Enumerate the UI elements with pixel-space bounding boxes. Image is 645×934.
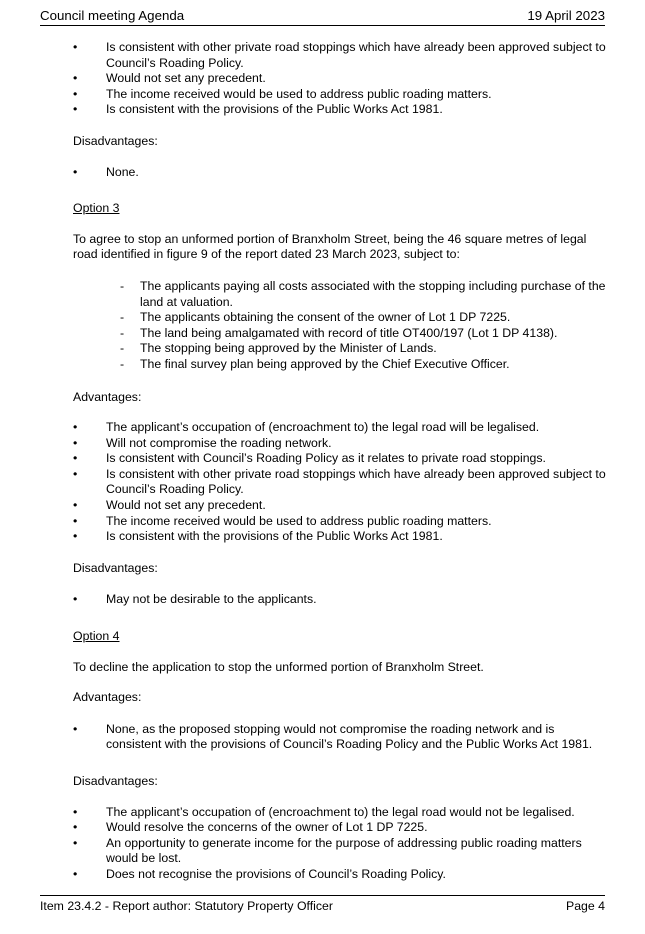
option3-advantages-label: Advantages: — [73, 389, 142, 404]
option4-advantages-list — [73, 722, 613, 753]
option3-disadvantages-label: Disadvantages: — [73, 560, 158, 575]
option3-heading: Option 3 — [73, 201, 120, 216]
list-item: • The income received would be used to address public roading matters. — [73, 514, 613, 530]
option3-advantages-list — [73, 420, 613, 545]
disadvantages-label: Disadvantages: — [73, 133, 158, 148]
list-item: • May not be desirable to the applicants. — [73, 592, 613, 608]
page-footer — [40, 895, 605, 916]
list-item: • Would not set any precedent. — [73, 498, 613, 514]
list-item: - The applicants obtaining the consent of the owner of Lot 1 DP 7225. — [118, 310, 613, 326]
header-title: Council meeting Agenda — [40, 8, 185, 23]
option3-conditions — [73, 279, 613, 373]
advantages-list-option2 — [73, 40, 613, 118]
list-item: • Would not set any precedent. — [73, 71, 613, 87]
list-item: • Does not recognise the provisions of Council’s Roading Policy. — [73, 867, 613, 883]
list-item: • Is consistent with Council’s Roading Policy as it relates to private road stoppings. — [73, 451, 613, 467]
list-item: • Is consistent with the provisions of the Public Works Act 1981. — [73, 102, 613, 118]
option3-disadvantages-list — [73, 592, 613, 608]
disadvantages-list-option2 — [73, 165, 613, 181]
list-item: • None. — [73, 165, 613, 181]
option4-disadvantages-list — [73, 805, 613, 883]
list-item: • The applicant’s occupation of (encroachment to) the legal road will be legalised. — [73, 420, 613, 436]
page-number: Page 4 — [566, 899, 605, 913]
list-item: • The income received would be used to address public roading matters. — [73, 87, 613, 103]
list-item: - The stopping being approved by the Minister of Lands. — [118, 341, 613, 357]
option4-heading: Option 4 — [73, 629, 120, 644]
list-item: • None, as the proposed stopping would not compromise the roading network and is consistent with the provisions of Council’s Roading Policy and the Public Works Act 1981. — [73, 722, 613, 753]
list-item: • Is consistent with the provisions of the Public Works Act 1981. — [73, 529, 613, 545]
page-header — [40, 6, 605, 26]
list-item: • The applicant’s occupation of (encroachment to) the legal road would not be legalised. — [73, 805, 613, 821]
list-item: • Would resolve the concerns of the owner of Lot 1 DP 7225. — [73, 820, 613, 836]
list-item: • Will not compromise the roading network. — [73, 436, 613, 452]
list-item: • Is consistent with other private road stoppings which have already been approved subject to Council’s Roading Policy. — [73, 40, 613, 71]
list-item: • Is consistent with other private road stoppings which have already been approved subject to Council’s Roading Policy. — [73, 467, 613, 498]
option4-advantages-label: Advantages: — [73, 690, 142, 705]
option3-intro: To agree to stop an unformed portion of Branxholm Street, being the 46 square metres of legal road identified in figure 9 of the report dated 23 March 2023, subject to: — [73, 231, 587, 262]
list-item: - The applicants paying all costs associated with the stopping including purchase of the land at valuation. — [118, 279, 613, 310]
option4-intro: To decline the application to stop the unformed portion of Branxholm Street. — [73, 659, 484, 674]
list-item: - The final survey plan being approved by the Chief Executive Officer. — [118, 357, 613, 373]
header-date: 19 April 2023 — [527, 8, 605, 23]
list-item: • An opportunity to generate income for the purpose of addressing public roading matters would be lost. — [73, 836, 613, 867]
footer-item-author: Item 23.4.2 - Report author: Statutory Property Officer — [40, 899, 333, 913]
document-body — [73, 40, 613, 883]
option4-disadvantages-label: Disadvantages: — [73, 774, 158, 788]
list-item: - The land being amalgamated with record of title OT400/197 (Lot 1 DP 4138). — [118, 326, 613, 342]
